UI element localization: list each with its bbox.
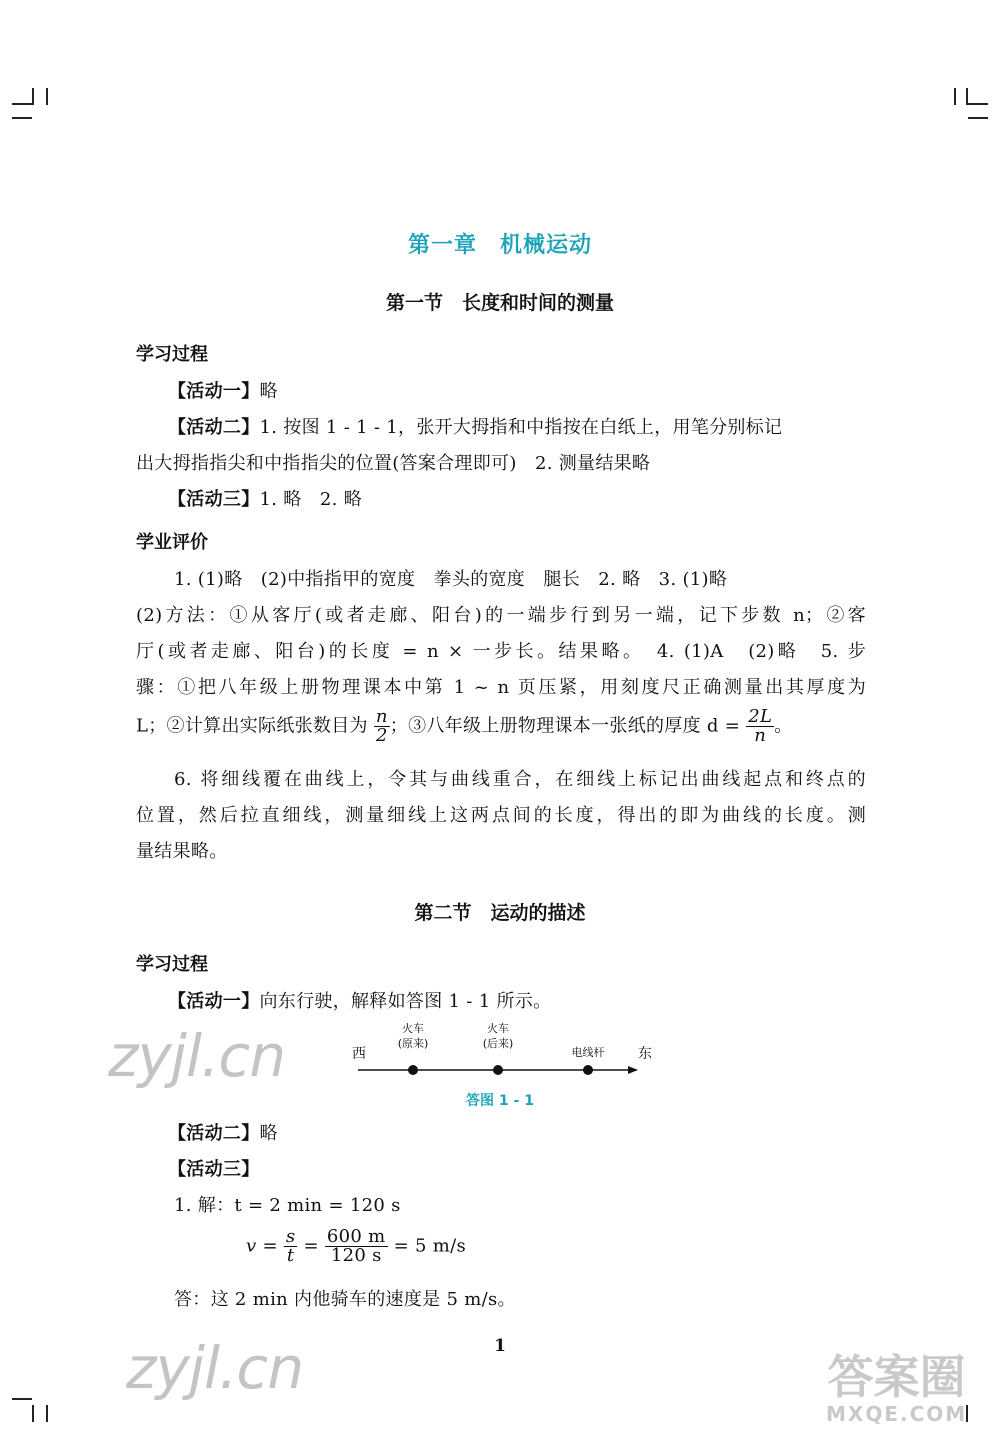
- fraction-numerator: s: [285, 1226, 296, 1247]
- train-after-note: (后来): [482, 1037, 514, 1050]
- pole-label: 电线杆: [571, 1046, 605, 1059]
- formula-rhs: = 5 m/s: [393, 1235, 467, 1257]
- fraction-numerator: n: [375, 706, 388, 727]
- fraction-600m-over-120s: [325, 1228, 388, 1265]
- eval-text: 。: [774, 715, 793, 737]
- section2-learning-process-heading: 学习过程: [136, 954, 208, 975]
- watermark-answer-url: MXQE.COM: [826, 1402, 968, 1426]
- s2-activity2: [168, 1122, 278, 1146]
- crop-mark: [46, 1405, 48, 1422]
- pole-point: [583, 1065, 593, 1075]
- s2-answer-line: 答：这 2 min 内他骑车的速度是 5 m/s。: [174, 1289, 516, 1310]
- s1-eval-line8: 量结果略。: [136, 841, 228, 862]
- motion-diagram: [340, 1018, 670, 1088]
- fraction-numerator: 2L: [748, 706, 773, 727]
- s1-activity1: [168, 380, 278, 404]
- eval-text: ；③八年级上册物理课本一张纸的厚度 d =: [389, 715, 741, 737]
- activity-label: 【活动一】: [168, 381, 260, 402]
- s1-eval-line6: 6. 将细线覆在曲线上，令其与曲线重合，在细线上标记出曲线起点和终点的: [174, 769, 866, 790]
- section1-evaluation-heading: 学业评价: [136, 532, 208, 553]
- crop-mark: [32, 1405, 34, 1422]
- watermark-logo: zyjl.cn: [126, 1334, 304, 1402]
- fraction-s-over-t: [284, 1228, 298, 1265]
- crop-mark: [46, 88, 48, 105]
- s2-activity3: [168, 1158, 260, 1182]
- crop-mark: [968, 103, 988, 105]
- activity-text: 向东行驶，解释如答图 1 - 1 所示。: [259, 991, 552, 1012]
- figure-caption: 答图 1 - 1: [466, 1093, 534, 1109]
- activity-text: 1. 略 2. 略: [259, 489, 362, 510]
- s2-activity1: [168, 990, 551, 1014]
- axis-arrow: [628, 1066, 638, 1074]
- s1-activity2-line1: [168, 416, 866, 440]
- crop-mark: [12, 103, 32, 105]
- train-before-note: (原来): [397, 1037, 429, 1050]
- watermark-logo: zyjl.cn: [108, 1022, 286, 1090]
- train-after-point: [493, 1065, 503, 1075]
- section1-title: 第一节 长度和时间的测量: [385, 292, 614, 314]
- s1-eval-line3: 厅(或者走廊、阳台)的长度 = n × 一步长。结果略。 4. (1)A (2)略 5. 步: [136, 641, 866, 662]
- section2-title: 第二节 运动的描述: [414, 902, 586, 924]
- formula-lhs: v =: [246, 1235, 278, 1257]
- page-number: 1: [494, 1336, 506, 1356]
- watermark-answer-title: 答案圈: [827, 1350, 966, 1404]
- s1-eval-line4: 骤：①把八年级上册物理课本中第 1 ~ n 页压紧，用刻度尺正确测量出其厚度为: [136, 677, 866, 698]
- section1-learning-process-heading: 学习过程: [136, 344, 208, 365]
- eval-text: L；②计算出实际纸张数目为: [136, 715, 368, 737]
- s1-eval-line2: (2)方法：①从客厅(或者走廊、阳台)的一端步行到另一端，记下步数 n；②客: [136, 605, 866, 626]
- fraction-2l-over-n: [746, 708, 774, 745]
- activity-label: 【活动三】: [168, 489, 260, 510]
- crop-mark: [12, 117, 32, 119]
- train-after-label: 火车: [487, 1022, 509, 1035]
- crop-mark: [12, 1398, 32, 1400]
- crop-mark: [968, 117, 988, 119]
- s1-eval-line5: [136, 708, 866, 745]
- fraction-numerator: 600 m: [326, 1226, 386, 1247]
- s1-eval-line7: 位置，然后拉直细线，测量细线上这两点间的长度，得出的即为曲线的长度。测: [136, 805, 866, 826]
- activity-label: 【活动二】: [168, 417, 260, 438]
- crop-mark: [954, 88, 956, 105]
- fraction-denominator: 120 s: [330, 1245, 382, 1266]
- s1-activity3: [168, 488, 362, 512]
- fraction-denominator: 2: [375, 725, 388, 746]
- train-before-point: [408, 1065, 418, 1075]
- watermark-answer-logo: [826, 1352, 967, 1426]
- s1-eval-line1: 1. (1)略 (2)中指指甲的宽度 拳头的宽度 腿长 2. 略 3. (1)略: [174, 569, 728, 590]
- fraction-n-over-2: [374, 708, 390, 745]
- s2-velocity-formula: [246, 1228, 466, 1265]
- fraction-denominator: n: [754, 725, 767, 746]
- chapter-title: 第一章 机械运动: [407, 233, 592, 258]
- east-label: 东: [638, 1046, 652, 1062]
- crop-mark: [32, 88, 34, 105]
- fraction-denominator: t: [286, 1245, 295, 1266]
- activity-label: 【活动一】: [168, 991, 260, 1012]
- activity-text: 略: [259, 1123, 278, 1144]
- activity-text: 1. 按图 1 - 1 - 1，张开大拇指和中指按在白纸上，用笔分别标记: [259, 417, 783, 438]
- activity-label: 【活动二】: [168, 1123, 260, 1144]
- train-before-label: 火车: [402, 1022, 424, 1035]
- s2-solution-line: 1. 解：t = 2 min = 120 s: [174, 1195, 401, 1216]
- formula-equals: =: [303, 1235, 319, 1257]
- west-label: 西: [352, 1046, 366, 1062]
- activity-text: 略: [259, 381, 278, 402]
- activity-label: 【活动三】: [168, 1159, 260, 1180]
- s1-activity2-line2: 出大拇指指尖和中指指尖的位置(答案合理即可) 2. 测量结果略: [136, 453, 651, 474]
